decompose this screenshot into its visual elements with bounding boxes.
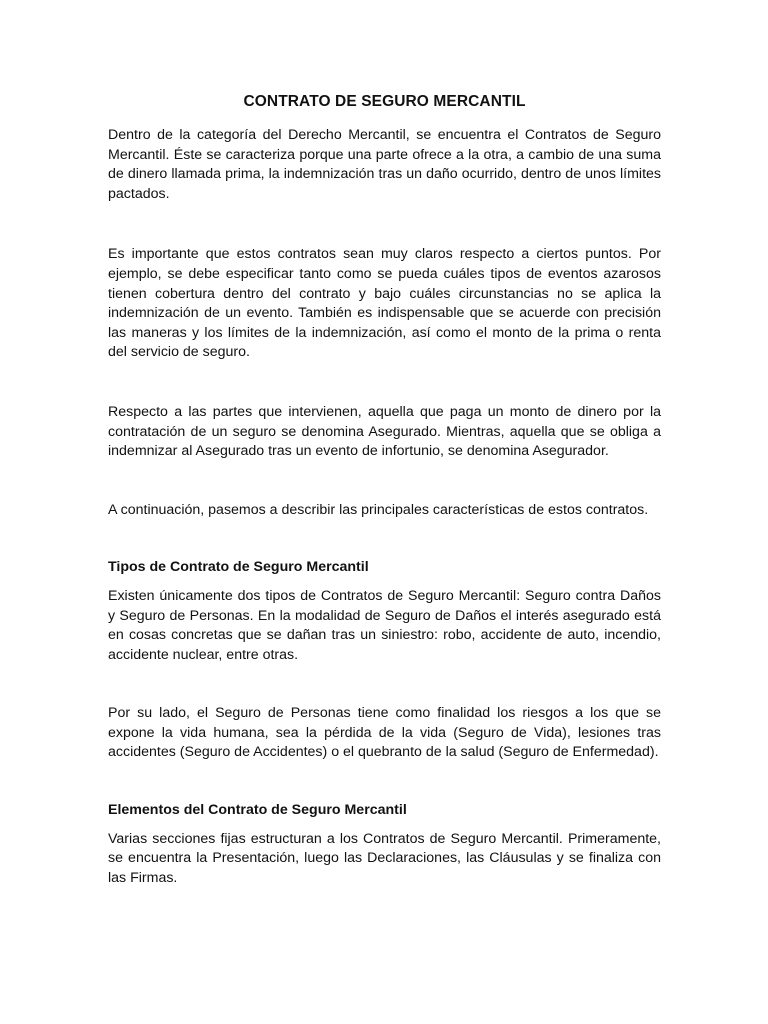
document-title: CONTRATO DE SEGURO MERCANTIL	[243, 93, 526, 110]
paragraph-tipos-danos: Existen únicamente dos tipos de Contratos de Seguro Mercantil: Seguro contra Daños y Seguro de Personas. En la modalidad de Seguro de Daños el interés asegurado está en cosas concretas que se dañan tras un siniestro: robo, accidente de auto, incendio, accidente nuclear, entre otras.	[108, 587, 661, 663]
paragraph-tipos-personas: Por su lado, el Seguro de Personas tiene como finalidad los riesgos a los que se expone la vida humana, sea la pérdida de la vida (Seguro de Vida), lesiones tras accidentes (Seguro de Accidentes) o el quebranto de la salud (Seguro de Enfermedad).	[108, 705, 661, 761]
paragraph-continuacion: A continuación, pasemos a describir las principales características de estos contratos.	[108, 501, 649, 518]
heading-tipos: Tipos de Contrato de Seguro Mercantil	[108, 559, 369, 576]
paragraph-intro: Dentro de la categoría del Derecho Mercantil, se encuentra el Contratos de Seguro Mercantil. Éste se caracteriza porque una parte ofrece a la otra, a cambio de una suma de dinero llamada prima, la indemnización tras un daño ocurrido, dentro de unos límites pactados.	[108, 127, 661, 202]
paragraph-partes: Respecto a las partes que intervienen, aquella que paga un monto de dinero por la contratación de un seguro se denomina Asegurado. Mientras, aquella que se obliga a indemnizar al Asegurado tras un evento de infortunio, se denomina Asegurador.	[108, 403, 661, 460]
heading-elementos: Elementos del Contrato de Seguro Mercantil	[108, 802, 407, 819]
paragraph-elementos: Varias secciones fijas estructuran a los Contratos de Seguro Mercantil. Primeramente, se encuentra la Presentación, luego las Declaraciones, las Cláusulas y se finaliza con las Firmas.	[108, 830, 661, 886]
document-page	[108, 92, 661, 888]
paragraph-claridad: Es importante que estos contratos sean muy claros respecto a ciertos puntos. Por ejemplo, se debe especificar tanto como se pueda cuáles tipos de eventos azarosos tienen cobertura dentro del contrato y bajo cuáles circunstancias no se aplica la indemnización de un evento. También es indispensable que se acuerde con precisión las maneras y los límites de la indemnización, así como el monto de la prima o renta del servicio de seguro.	[108, 246, 661, 361]
